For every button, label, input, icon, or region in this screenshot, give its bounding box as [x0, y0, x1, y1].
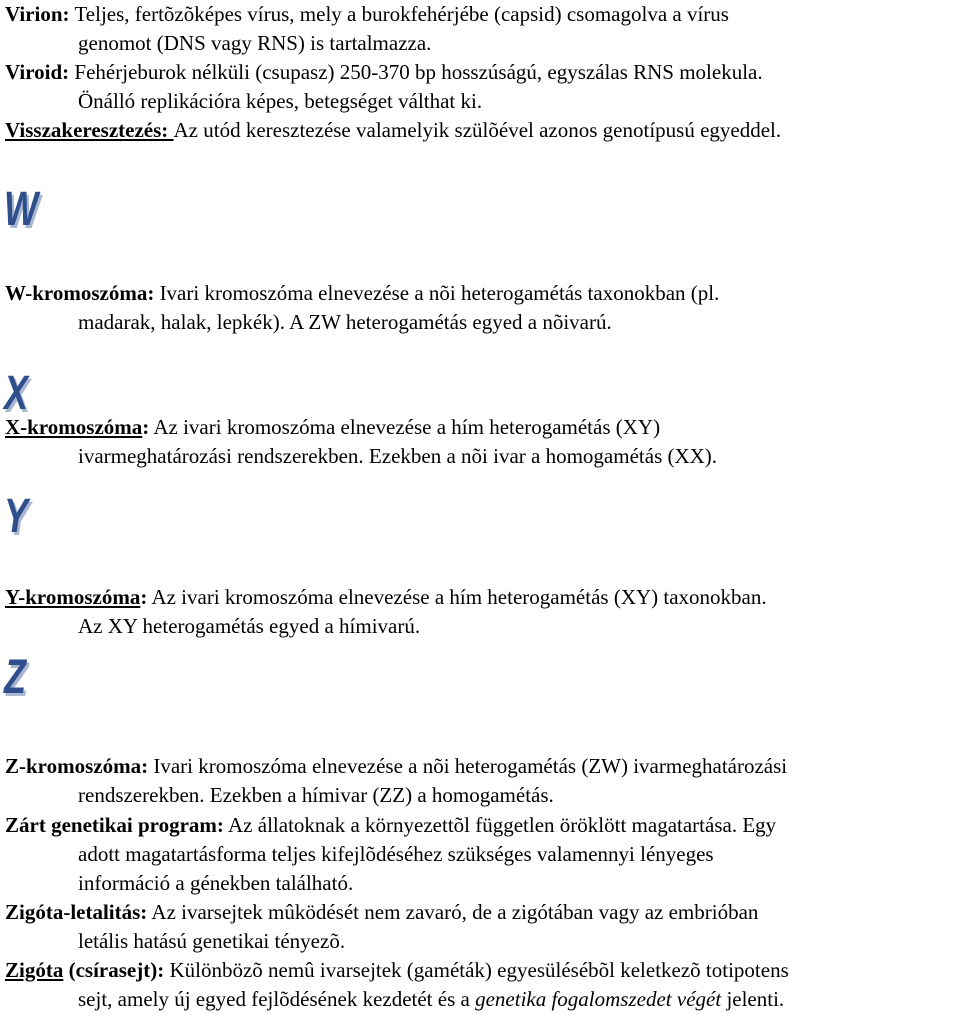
entry-visszakeresztezes — [5, 116, 956, 145]
definition-text: Ivari kromoszóma elnevezése a nõi heterogamétás taxonokban (pl. — [159, 281, 720, 305]
term-paren: (csírasejt): — [63, 958, 165, 982]
entry-viroid — [5, 58, 956, 116]
entry-w-kromoszoma — [5, 279, 956, 337]
entry-virion — [5, 0, 956, 58]
definition-text: Önálló replikációra képes, betegséget válthat ki. — [78, 89, 483, 113]
term: Z-kromoszóma: — [5, 754, 149, 778]
letter-y-icon: Y — [4, 490, 29, 543]
definition-text: Az ivarsejtek mûködését nem zavaró, de a zigótában vagy az embrióban — [151, 900, 759, 924]
definition-text: Az ivari kromoszóma elnevezése a hím heterogamétás (XY) — [153, 415, 661, 439]
term: X-kromoszóma — [5, 415, 143, 439]
term: Virion: — [5, 2, 70, 26]
term: Zigóta — [5, 958, 64, 982]
definition-text: adott magatartásforma teljes kifejlõdéséhez szükséges valamennyi lényeges — [78, 842, 714, 866]
definition-italic-text: genetika fogalomszedet végét — [475, 987, 722, 1011]
letter-z-icon: Z — [4, 651, 26, 704]
definition-text: információ a génekben található. — [78, 871, 354, 895]
definition-text: ivarmeghatározási rendszerekben. Ezekben a nõi ivar a homogamétás (XX). — [78, 444, 718, 468]
definition-text: Az ivari kromoszóma elnevezése a hím heterogamétás (XY) taxonokban. — [151, 585, 767, 609]
definition-text: Különbözõ nemû ivarsejtek (gaméták) egyesülésébõl keletkezõ totipotens — [169, 958, 789, 982]
definition-text: Fehérjeburok nélküli (csupasz) 250-370 bp hosszúságú, egyszálas RNS molekula. — [74, 60, 763, 84]
term: W-kromoszóma: — [5, 281, 155, 305]
term: Y-kromoszóma — [5, 585, 141, 609]
entry-y-kromoszoma — [5, 583, 956, 641]
term: Viroid: — [5, 60, 70, 84]
term-colon: : — [140, 585, 148, 609]
entry-zigota-letalitas — [5, 898, 956, 956]
term: Zárt genetikai program: — [5, 813, 224, 837]
letter-w-icon: W — [4, 183, 38, 236]
term-colon: : — [142, 415, 150, 439]
entry-zart-genetikai-program — [5, 811, 956, 898]
entry-zigota — [5, 956, 956, 1014]
definition-text: Ivari kromoszóma elnevezése a nõi heterogamétás (ZW) ivarmeghatározási — [153, 754, 788, 778]
definition-text: genomot (DNS vagy RNS) is tartalmazza. — [78, 31, 432, 55]
entry-z-kromoszoma — [5, 752, 956, 810]
definition-text: Az XY heterogamétás egyed a hímivarú. — [78, 614, 421, 638]
definition-text: Az utód keresztezése valamelyik szülõével azonos genotípusú egyeddel. — [173, 118, 782, 142]
entry-x-kromoszoma — [5, 413, 956, 471]
letter-x-icon: X — [4, 367, 29, 420]
definition-text: Az állatoknak a környezettõl független öröklött magatartása. Egy — [228, 813, 777, 837]
definition-text: rendszerekben. Ezekben a hímivar (ZZ) a homogamétás. — [78, 783, 554, 807]
definition-text: Teljes, fertõzõképes vírus, mely a burokfehérjébe (capsid) csomagolva a vírus — [74, 2, 729, 26]
term: Zigóta-letalitás: — [5, 900, 148, 924]
definition-text: jelenti. — [726, 987, 785, 1011]
definition-text: letális hatású genetikai tényezõ. — [78, 929, 346, 953]
definition-text: madarak, halak, lepkék). A ZW heterogamétás egyed a nõivarú. — [78, 310, 612, 334]
definition-text: sejt, amely új egyed fejlõdésének kezdetét és a — [78, 987, 470, 1011]
term: Visszakeresztezés: — [5, 118, 174, 142]
